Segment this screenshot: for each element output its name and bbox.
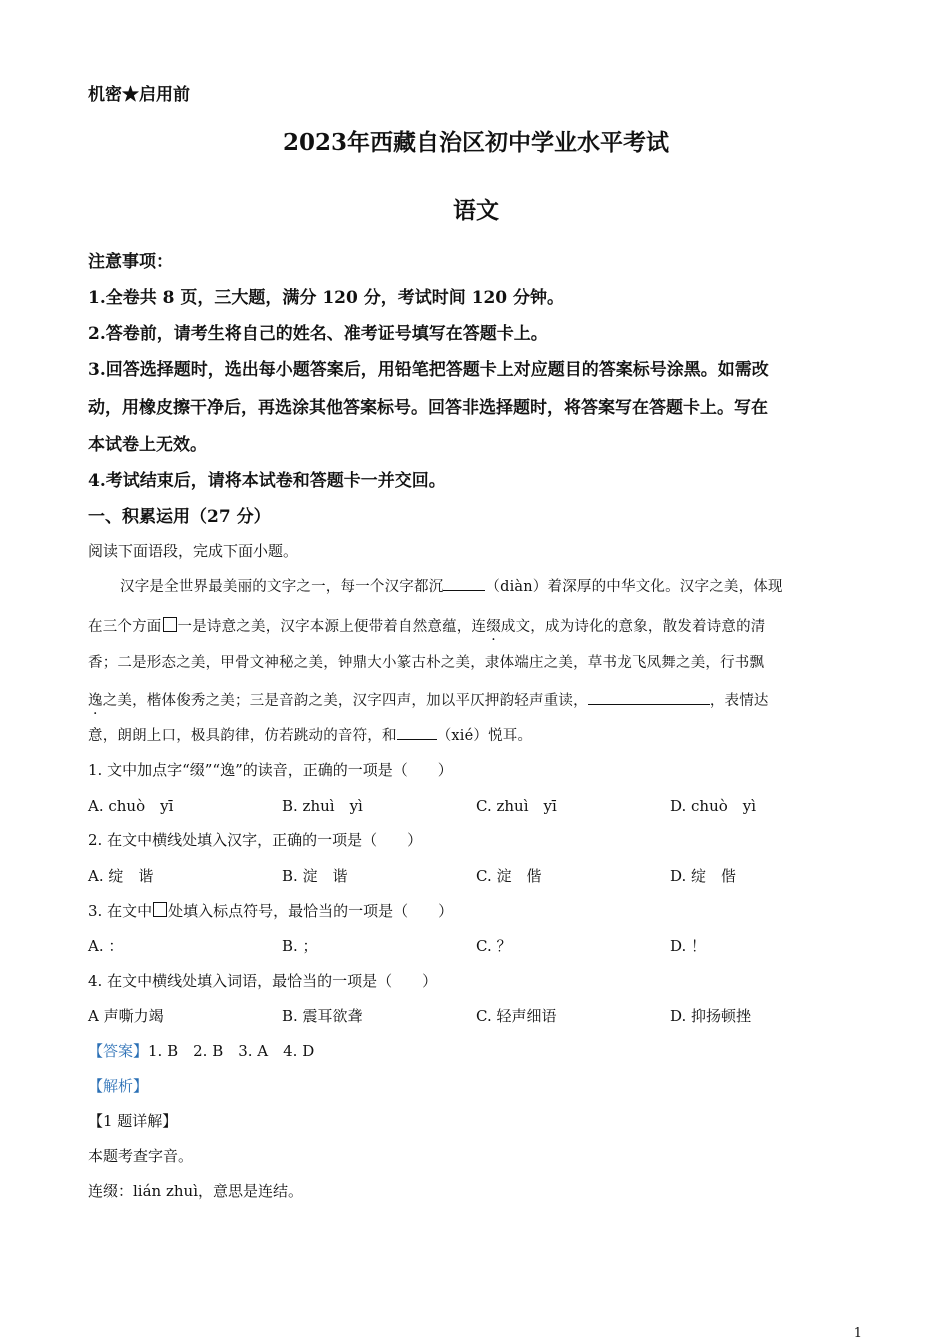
passage-text: 成文，成为诗化的意象，散发着诗意的清 [500, 619, 766, 635]
page-number: 1 [853, 1326, 862, 1341]
answer-line [88, 1040, 314, 1061]
question-1-analysis-heading: 【1 题详解】 [88, 1112, 178, 1130]
notice-heading: 注意事项： [88, 252, 173, 272]
analysis-line-1: 本题考查字音。 [88, 1147, 194, 1165]
passage-line-1 [120, 575, 783, 596]
question-4-option-a[interactable]: A 声嘶力竭 [88, 1007, 164, 1025]
dotted-character: 逸 [88, 693, 103, 709]
section-1-instruction: 阅读下面语段，完成下面小题。 [88, 542, 299, 560]
fill-blank [443, 576, 485, 591]
dotted-character: 缀 [486, 619, 501, 635]
answer-tag: 【答案】 [88, 1042, 149, 1060]
analysis-line-2: 连缀：lián zhuì，意思是连结。 [88, 1182, 303, 1200]
section-1-heading: 一、积累运用（27 分） [88, 507, 271, 527]
passage-line-5 [88, 724, 532, 745]
question-4-option-b[interactable]: B. 震耳欲聋 [282, 1007, 363, 1025]
punctuation-box [163, 617, 177, 632]
passage-text: 在三个方面 [88, 619, 162, 635]
question-1-option-b[interactable]: B. zhuì yì [282, 797, 363, 815]
question-3-option-a[interactable]: A. ： [88, 937, 124, 955]
passage-text: ，表情达 [709, 693, 769, 709]
question-4-option-d[interactable]: D. 抑扬顿挫 [670, 1007, 752, 1025]
subject-title: 语文 [453, 197, 499, 224]
punctuation-box [153, 902, 167, 917]
question-1-option-c[interactable]: C. zhuì yī [476, 797, 557, 815]
confidential-mark: 机密★启用前 [88, 85, 190, 105]
passage-text: 汉字是全世界最美丽的文字之一，每一个汉字都沉 [120, 579, 444, 595]
question-4-stem: 4. 在文中横线处填入词语，最恰当的一项是（ ） [88, 972, 438, 990]
notice-item-1: 1.全卷共 8 页，三大题，满分 120 分，考试时间 120 分钟。 [88, 288, 565, 308]
notice-item-4: 4.考试结束后，请将本试卷和答题卡一并交回。 [88, 471, 446, 491]
passage-text: （diàn）着深厚的中华文化。汉字之美，体现 [485, 579, 783, 595]
question-text: 3. 在文中 [88, 902, 153, 920]
question-1-option-a[interactable]: A. chuò yī [88, 797, 174, 815]
passage-line-3 [88, 651, 764, 672]
answer-text: 1. B 2. B 3. A 4. D [148, 1042, 315, 1060]
question-2-option-c[interactable]: C. 淀 偕 [476, 867, 542, 885]
question-2-option-a[interactable]: A. 绽 谐 [88, 867, 154, 885]
passage-text: 之美，楷体俊秀之美；三是音韵之美，汉字四声，加以平仄押韵轻声重读， [102, 693, 588, 709]
notice-item-3-line-2: 动，用橡皮擦干净后，再选涂其他答案标号。回答非选择题时，将答案写在答题卡上。写在 [88, 398, 768, 418]
question-3-option-c[interactable]: C. ？ [476, 937, 512, 955]
question-4-option-c[interactable]: C. 轻声细语 [476, 1007, 557, 1025]
question-1-stem: 1. 文中加点字“缀”“逸”的读音，正确的一项是（ ） [88, 761, 453, 779]
passage-line-2 [88, 615, 766, 636]
fill-blank [397, 725, 437, 740]
passage-text: 意，朗朗上口，极具韵律，仿若跳动的音符，和 [88, 728, 397, 744]
question-3-option-d[interactable]: D. ！ [670, 937, 707, 955]
analysis-tag: 【解析】 [88, 1077, 149, 1095]
question-3-stem [88, 900, 453, 921]
notice-item-3-line-3: 本试卷上无效。 [88, 435, 207, 455]
passage-text: 一是诗意之美，汉字本源上便带着自然意蕴，连 [177, 619, 487, 635]
question-3-option-b[interactable]: B. ； [282, 937, 318, 955]
question-2-stem: 2. 在文中横线处填入汉字，正确的一项是（ ） [88, 831, 423, 849]
passage-text: （xié）悦耳。 [436, 728, 533, 744]
question-1-option-d[interactable]: D. chuò yì [670, 797, 757, 815]
question-text: 处填入标点符号，最恰当的一项是（ ） [168, 902, 454, 920]
notice-item-3-line-1: 3.回答选择题时，选出每小题答案后，用铅笔把答题卡上对应题目的答案标号涂黑。如需改 [88, 360, 769, 380]
question-2-option-b[interactable]: B. 淀 谐 [282, 867, 348, 885]
notice-item-2: 2.答卷前，请考生将自己的姓名、准考证号填写在答题卡上。 [88, 324, 548, 344]
passage-text: 香；二是形态之美，甲骨文神秘之美，钟鼎大小篆古朴之美，隶体端庄之美，草书龙飞凤舞之美，行书飘 [88, 655, 765, 671]
question-2-option-d[interactable]: D. 绽 偕 [670, 867, 737, 885]
fill-blank [588, 690, 710, 705]
passage-line-4 [88, 689, 769, 710]
exam-title: 2023年西藏自治区初中学业水平考试 [282, 129, 669, 156]
